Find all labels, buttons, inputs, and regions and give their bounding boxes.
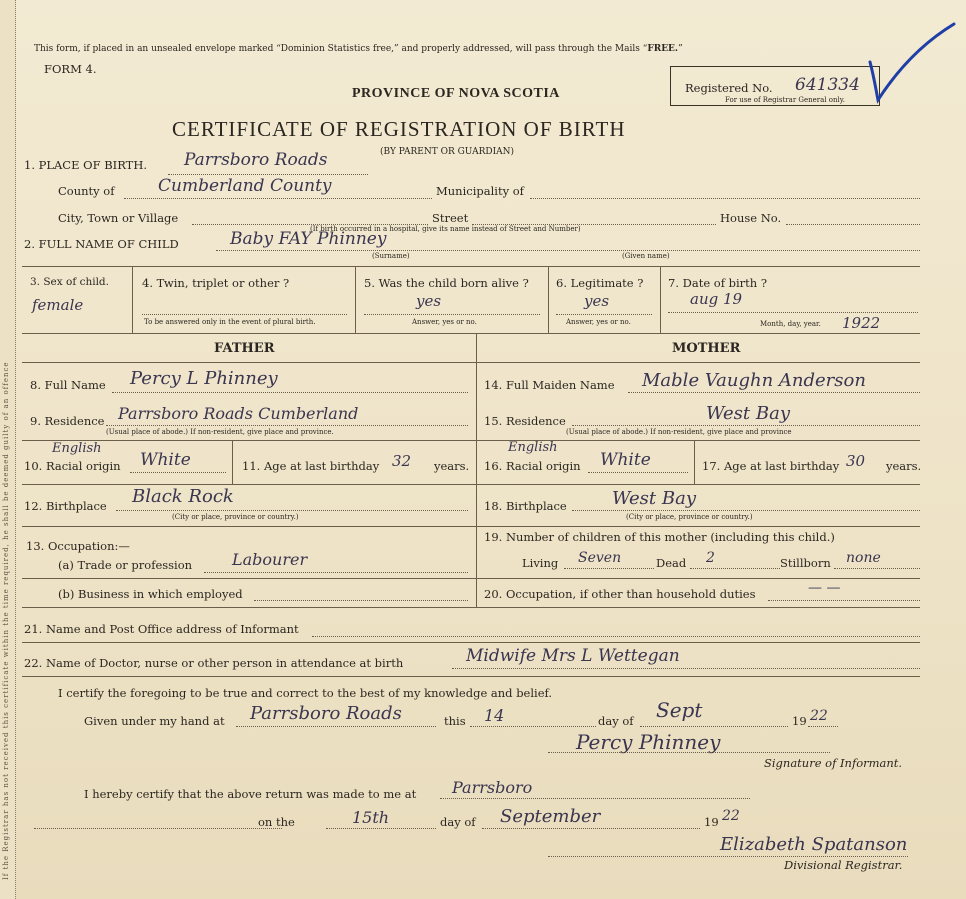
doctor-line xyxy=(452,668,920,669)
informant-signature: Percy Phinney xyxy=(576,730,721,754)
registrar-year: 22 xyxy=(722,808,740,824)
left-margin-strip xyxy=(0,0,16,899)
day-value: 14 xyxy=(484,706,505,725)
house-label: House No. xyxy=(720,211,782,225)
children-bottom-line xyxy=(476,578,920,579)
father-name-value: Percy L Phinney xyxy=(130,368,278,389)
sex-value: female xyxy=(32,296,84,314)
father-racial-label: 10. Racial origin xyxy=(24,459,121,473)
father-occupation-label: 13. Occupation:— xyxy=(26,539,130,553)
registrar-day-label: day of xyxy=(440,815,476,829)
father-racial-value: White xyxy=(140,450,191,470)
registrar-month-line xyxy=(482,828,700,829)
father-name-label: 8. Full Name xyxy=(30,378,106,392)
legitimate-value: yes xyxy=(584,292,610,310)
dob-value: aug 19 xyxy=(690,290,743,308)
trade-line xyxy=(204,572,468,573)
mother-residence-note: (Usual place of abode.) If non-resident, give place and province xyxy=(566,428,792,436)
mother-heading: MOTHER xyxy=(672,341,741,356)
informant-bottom-line xyxy=(22,642,920,643)
birthplace-bottom-line xyxy=(22,526,920,527)
father-birthplace-label: 12. Birthplace xyxy=(24,499,107,513)
father-name-line xyxy=(112,392,468,393)
year-prefix: 19 xyxy=(792,714,807,728)
row3-divider-3 xyxy=(548,266,549,333)
place-of-birth-value: Parrsboro Roads xyxy=(184,150,328,170)
legitimate-label: 6. Legitimate ? xyxy=(556,276,644,290)
row3-divider-1 xyxy=(132,266,133,333)
house-line xyxy=(786,224,920,225)
street-label: Street xyxy=(432,211,469,225)
father-age-value: 32 xyxy=(392,452,412,470)
father-racial-line xyxy=(130,472,226,473)
legitimate-note: Answer, yes or no. xyxy=(566,318,631,326)
check-mark-icon xyxy=(866,22,958,106)
this-label: this xyxy=(444,714,466,728)
registration-number: 641334 xyxy=(795,75,860,95)
business-label: (b) Business in which employed xyxy=(58,587,243,601)
informant-label: 21. Name and Post Office address of Informant xyxy=(24,622,299,636)
legitimate-line xyxy=(556,314,652,315)
registrar-text: I hereby certify that the above return was made to me at xyxy=(84,787,417,801)
month-value: Sept xyxy=(656,698,703,722)
registrar-month: September xyxy=(500,806,601,827)
surname-label: (Surname) xyxy=(372,252,410,260)
father-residence-value: Parrsboro Roads Cumberland xyxy=(118,404,359,423)
stillborn-line xyxy=(834,568,920,569)
mother-birthplace-label: 18. Birthplace xyxy=(484,499,567,513)
father-racial-above: English xyxy=(52,441,102,456)
alive-note: Answer, yes or no. xyxy=(412,318,477,326)
given-label: Given under my hand at xyxy=(84,714,225,728)
province-heading: PROVINCE OF NOVA SCOTIA xyxy=(352,86,560,101)
city-label: City, Town or Village xyxy=(58,211,179,225)
registrar-place: Parrsboro xyxy=(452,778,533,797)
trade-value: Labourer xyxy=(232,550,308,569)
postal-note xyxy=(34,44,683,54)
trade-label: (a) Trade or profession xyxy=(58,558,193,572)
heading-line xyxy=(22,362,920,363)
mother-racial-line xyxy=(588,472,688,473)
child-name-value: Baby FAY Phinney xyxy=(230,229,387,249)
on-the-label: on the xyxy=(258,815,295,829)
stillborn-label: Stillborn xyxy=(780,556,831,570)
dead-value: 2 xyxy=(706,550,715,566)
row3-top-line xyxy=(22,266,920,267)
mother-name-label: 14. Full Maiden Name xyxy=(484,378,615,392)
mother-age-value: 30 xyxy=(846,452,866,470)
day-line xyxy=(470,726,596,727)
registrar-day: 15th xyxy=(352,808,390,827)
certify-text: I certify the foregoing to be true and correct to the best of my knowledge and belief. xyxy=(58,686,553,700)
registrar-day-line xyxy=(326,828,436,829)
father-birthplace-value: Black Rock xyxy=(132,486,234,507)
living-value: Seven xyxy=(578,550,622,566)
father-residence-label: 9. Residence xyxy=(30,414,105,428)
parent-divider xyxy=(476,333,477,607)
row3-bottom-line xyxy=(22,333,920,334)
postal-note-end: ” xyxy=(678,44,683,54)
postal-note-free: FREE. xyxy=(647,44,679,54)
child-name-label: 2. FULL NAME OF CHILD xyxy=(24,237,179,251)
postal-note-text: This form, if placed in an unsealed envelope marked “Dominion Statistics free,” and properly addressed, will pass through the Mails “ xyxy=(34,44,648,54)
mother-age-unit: years. xyxy=(886,459,922,473)
alive-label: 5. Was the child born alive ? xyxy=(364,276,529,290)
registration-note: For use of Registrar General only. xyxy=(725,96,845,104)
given-place: Parrsboro Roads xyxy=(250,703,402,724)
mother-age-label: 17. Age at last birthday xyxy=(702,459,840,473)
page-title: CERTIFICATE OF REGISTRATION OF BIRTH xyxy=(172,117,626,141)
doctor-label: 22. Name of Doctor, nurse or other person in attendance at birth xyxy=(24,656,404,670)
registrar-signature: Elizabeth Spatanson xyxy=(720,834,908,855)
father-age-label: 11. Age at last birthday xyxy=(242,459,380,473)
mother-residence-line xyxy=(572,425,920,426)
stillborn-value: none xyxy=(846,550,881,566)
registrar-signature-line xyxy=(548,856,908,857)
mother-racial-value: White xyxy=(600,450,651,470)
twin-note: To be answered only in the event of plural birth. xyxy=(144,318,316,326)
business-line xyxy=(254,600,468,601)
informant-line xyxy=(312,636,920,637)
living-label: Living xyxy=(522,556,559,570)
day-label: day of xyxy=(598,714,634,728)
mother-occupation-label: 20. Occupation, if other than household duties xyxy=(484,587,756,601)
mother-residence-value: West Bay xyxy=(706,403,791,424)
municipality-label: Municipality of xyxy=(436,184,524,198)
father-heading: FATHER xyxy=(214,341,275,356)
county-label: County of xyxy=(58,184,115,198)
registrar-place-line xyxy=(440,798,750,799)
row3-divider-2 xyxy=(355,266,356,333)
mother-residence-label: 15. Residence xyxy=(484,414,566,428)
given-place-line xyxy=(236,726,436,727)
mother-occupation-line xyxy=(768,600,920,601)
section-bottom-line xyxy=(22,607,920,608)
registrar-year-prefix: 19 xyxy=(704,815,719,829)
mother-racial-above: English xyxy=(508,440,558,455)
children-label: 19. Number of children of this mother (including this child.) xyxy=(484,530,835,544)
alive-value: yes xyxy=(416,292,442,310)
margin-text: If the Registrar has not received this certificate within the time required, he shall be deemed guilty of an offence xyxy=(2,361,10,880)
row3-divider-4 xyxy=(660,266,661,333)
place-of-birth-label: 1. PLACE OF BIRTH. xyxy=(24,158,148,172)
month-line xyxy=(640,726,788,727)
mother-name-line xyxy=(628,392,920,393)
mother-birthplace-note: (City or place, province or country.) xyxy=(626,513,753,521)
twin-line xyxy=(142,314,347,315)
mother-birthplace-line xyxy=(572,510,920,511)
municipality-line xyxy=(530,198,920,199)
given-name-label: (Given name) xyxy=(622,252,670,260)
county-value: Cumberland County xyxy=(158,176,332,196)
father-line-b xyxy=(22,484,476,485)
dob-year: 1922 xyxy=(842,314,881,332)
mother-occupation-value: — — xyxy=(808,580,841,596)
father-age-divider xyxy=(232,440,233,484)
registrar-left-line xyxy=(34,828,282,829)
dob-line xyxy=(668,312,918,313)
living-line xyxy=(564,568,654,569)
mother-name-value: Mable Vaughn Anderson xyxy=(642,370,866,391)
father-birthplace-line xyxy=(116,510,468,511)
alive-line xyxy=(364,314,540,315)
trade-bottom-line xyxy=(22,578,476,579)
form-number: FORM 4. xyxy=(44,62,97,76)
doctor-bottom-line xyxy=(22,676,920,677)
dead-label: Dead xyxy=(656,556,687,570)
mother-racial-label: 16. Racial origin xyxy=(484,459,581,473)
registration-box xyxy=(670,66,880,106)
dead-line xyxy=(690,568,780,569)
mother-line-b xyxy=(476,484,920,485)
hospital-note: (If birth occurred in a hospital, give its name instead of Street and Number) xyxy=(310,225,581,233)
doctor-value: Midwife Mrs L Wettegan xyxy=(466,646,680,666)
county-line xyxy=(124,198,432,199)
father-residence-note: (Usual place of abode.) If non-resident, give place and province. xyxy=(106,428,334,436)
father-residence-line xyxy=(106,425,468,426)
year-value: 22 xyxy=(810,708,828,724)
sex-label: 3. Sex of child. xyxy=(30,276,109,288)
mother-age-divider xyxy=(694,440,695,484)
informant-signature-line xyxy=(548,752,830,753)
dob-label: 7. Date of birth ? xyxy=(668,276,768,290)
twin-label: 4. Twin, triplet or other ? xyxy=(142,276,290,290)
child-name-line xyxy=(216,250,920,251)
page-subtitle: (BY PARENT OR GUARDIAN) xyxy=(380,147,515,157)
father-birthplace-note: (City or place, province or country.) xyxy=(172,513,299,521)
registrar-label: Divisional Registrar. xyxy=(784,858,903,872)
mother-birthplace-value: West Bay xyxy=(612,488,697,509)
registration-label: Registered No. xyxy=(685,81,773,95)
signature-label: Signature of Informant. xyxy=(764,756,903,770)
year-line xyxy=(808,726,838,727)
place-line xyxy=(168,174,368,175)
dob-note: Month, day, year. xyxy=(760,320,821,328)
father-age-unit: years. xyxy=(434,459,470,473)
